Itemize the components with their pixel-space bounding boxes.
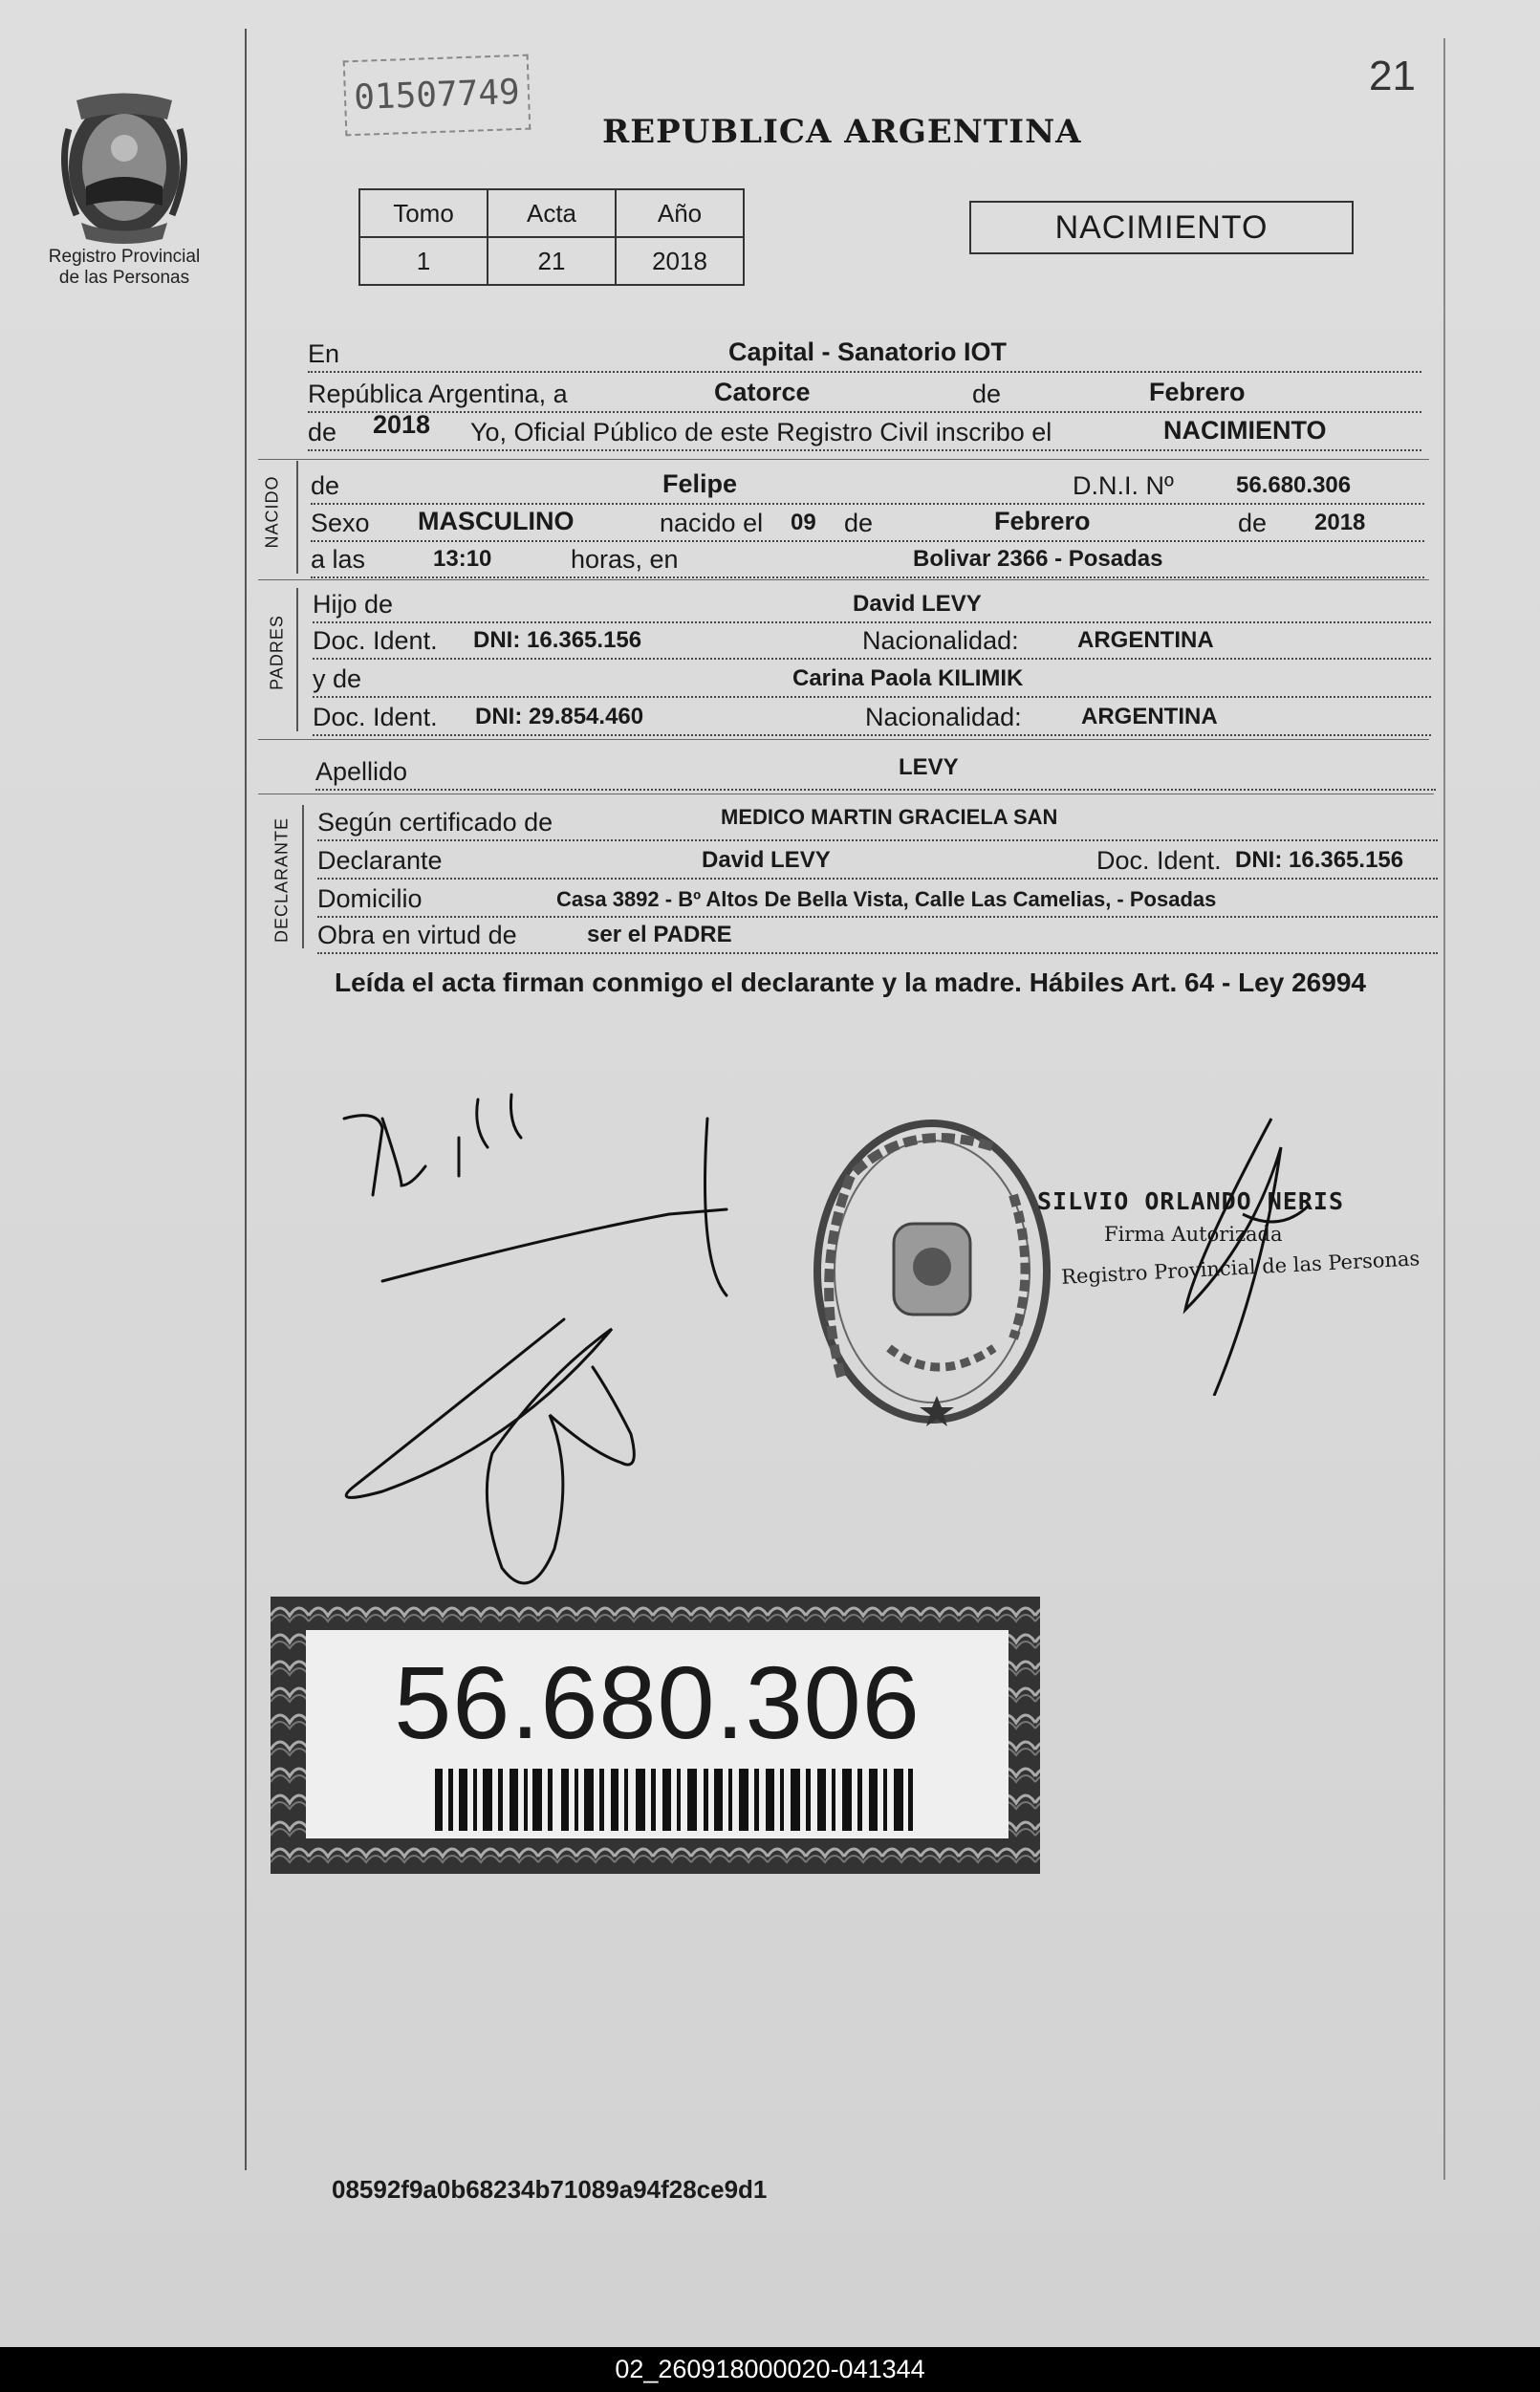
mother-nat-label: Nacionalidad:	[865, 703, 1022, 731]
birth-day-value: 09	[791, 510, 816, 535]
row-father	[313, 583, 1431, 623]
logo-caption	[19, 247, 229, 289]
nacido-section-bar	[296, 461, 298, 574]
legal-text: Leída el acta firman conmigo el declarante y la madre. Hábiles Art. 64 - Ley 26994	[335, 968, 1366, 997]
nacido-el-label: nacido el	[660, 509, 764, 537]
place-value: Capital - Sanatorio IOT	[728, 337, 1008, 366]
row-place	[308, 333, 1421, 373]
record-value: NACIMIENTO	[1163, 416, 1327, 445]
hijo-de-label: Hijo de	[313, 590, 394, 619]
official-seal-stamp	[803, 1109, 1061, 1434]
row-declarant	[317, 839, 1438, 880]
row-address	[317, 878, 1438, 918]
row-obra	[317, 914, 1438, 954]
ano-header: Año	[616, 189, 744, 237]
dni-label: D.N.I. Nº	[1073, 471, 1174, 500]
child-dni-value: 56.680.306	[1236, 472, 1352, 498]
padres-separator-bottom	[258, 739, 1429, 740]
signature-right	[1157, 1109, 1329, 1396]
left-border-line	[245, 29, 247, 2170]
logo-caption-line-2: de las Personas	[58, 268, 190, 288]
barcode-bars	[435, 1769, 913, 1831]
decl-label: Declarante	[317, 846, 443, 875]
document-title: REPUBLICA ARGENTINA	[602, 113, 1082, 151]
birth-address-value: Bolivar 2366 - Posadas	[913, 546, 1163, 572]
oficial-text: Yo, Oficial Público de este Registro Civil inscribo el	[470, 418, 1052, 446]
scan-footer-id: 02_260918000020-041344	[0, 2347, 1540, 2392]
en-label: En	[308, 339, 340, 368]
mother-nat-value: ARGENTINA	[1081, 704, 1218, 729]
horas-en-label: horas, en	[571, 545, 679, 574]
acta-value: 21	[488, 237, 616, 285]
official-role: Firma Autorizada	[1104, 1223, 1283, 1246]
padres-section-bar	[296, 588, 298, 731]
padres-separator-top	[258, 579, 1429, 580]
row-sex-birth	[311, 502, 1424, 542]
address-value: Casa 3892 - Bº Altos De Bella Vista, Calle Las Camelias, - Posadas	[556, 887, 1217, 911]
row-mother-doc	[313, 696, 1431, 736]
tomo-acta-ano-table	[358, 188, 745, 286]
mother-doc-label: Doc. Ident.	[313, 703, 438, 731]
barcode-number: 56.680.306	[394, 1644, 921, 1760]
month-value: Febrero	[1149, 378, 1246, 406]
sexo-label: Sexo	[311, 509, 370, 537]
right-border-line	[1443, 38, 1445, 2180]
a-las-label: a las	[311, 545, 366, 574]
declarant-doc-value: DNI: 16.365.156	[1235, 847, 1404, 873]
row-mother	[313, 658, 1431, 698]
serial-number: 01507749	[343, 54, 531, 137]
official-office: Registro Provincial de las Personas	[1060, 1247, 1421, 1289]
declarante-section-bar	[302, 805, 304, 948]
father-nat-label: Nacionalidad:	[862, 626, 1019, 655]
row-surname	[315, 750, 1436, 791]
child-name-value: Felipe	[662, 469, 738, 498]
mother-name-value: Carina Paola KILIMIK	[792, 665, 1024, 691]
nacido-section-label: NACIDO	[262, 475, 282, 549]
row-time-place	[311, 538, 1424, 578]
tomo-value: 1	[359, 237, 488, 285]
decl-doc-label: Doc. Ident.	[1096, 846, 1222, 875]
record-type-box: NACIMIENTO	[969, 201, 1354, 254]
row-date	[308, 373, 1421, 413]
tomo-header: Tomo	[359, 189, 488, 237]
logo-caption-line-1: Registro Provincial	[48, 247, 201, 267]
mother-doc-value: DNI: 29.854.460	[475, 704, 644, 729]
cert-value: MEDICO MARTIN GRACIELA SAN	[721, 805, 1058, 829]
obra-value: ser el PADRE	[587, 922, 732, 947]
row-name	[311, 465, 1424, 505]
birth-year-value: 2018	[1314, 510, 1366, 535]
official-name: SILVIO ORLANDO NERIS	[1037, 1187, 1345, 1215]
ano-value: 2018	[616, 237, 744, 285]
misiones-coat-of-arms-logo	[48, 91, 201, 244]
sexo-value: MASCULINO	[418, 507, 575, 535]
year-value: 2018	[373, 410, 431, 439]
de-label: de	[972, 380, 1002, 408]
father-doc-value: DNI: 16.365.156	[473, 627, 642, 653]
father-nat-value: ARGENTINA	[1077, 627, 1214, 653]
cert-label: Según certificado de	[317, 808, 553, 837]
nacido-de-label: de	[311, 471, 340, 500]
father-name-value: David LEVY	[853, 591, 982, 617]
birth-month-value: Febrero	[994, 507, 1091, 535]
birth-de-label-2: de	[1238, 509, 1268, 537]
document-hash: 08592f9a0b68234b71089a94f28ce9d1	[332, 2175, 768, 2204]
page-number: 21	[1369, 53, 1416, 99]
row-certificate	[317, 801, 1438, 841]
surname-value: LEVY	[899, 754, 959, 780]
declarante-section-label: DECLARANTE	[271, 816, 292, 944]
declarant-value: David LEVY	[702, 847, 831, 873]
father-doc-label: Doc. Ident.	[313, 626, 438, 655]
birth-de-label: de	[844, 509, 874, 537]
nacido-separator-top	[258, 459, 1429, 460]
de-year-label: de	[308, 418, 337, 446]
dom-label: Domicilio	[317, 884, 423, 913]
obra-label: Obra en virtud de	[317, 921, 517, 949]
y-de-label: y de	[313, 664, 362, 693]
signature-left	[325, 1071, 860, 1587]
row-year	[308, 411, 1421, 451]
time-value: 13:10	[433, 546, 492, 572]
acta-header: Acta	[488, 189, 616, 237]
day-value: Catorce	[714, 378, 811, 406]
padres-section-label: PADRES	[267, 615, 287, 690]
republica-label: República Argentina, a	[308, 380, 568, 408]
apellido-label: Apellido	[315, 757, 408, 786]
row-father-doc	[313, 620, 1431, 660]
